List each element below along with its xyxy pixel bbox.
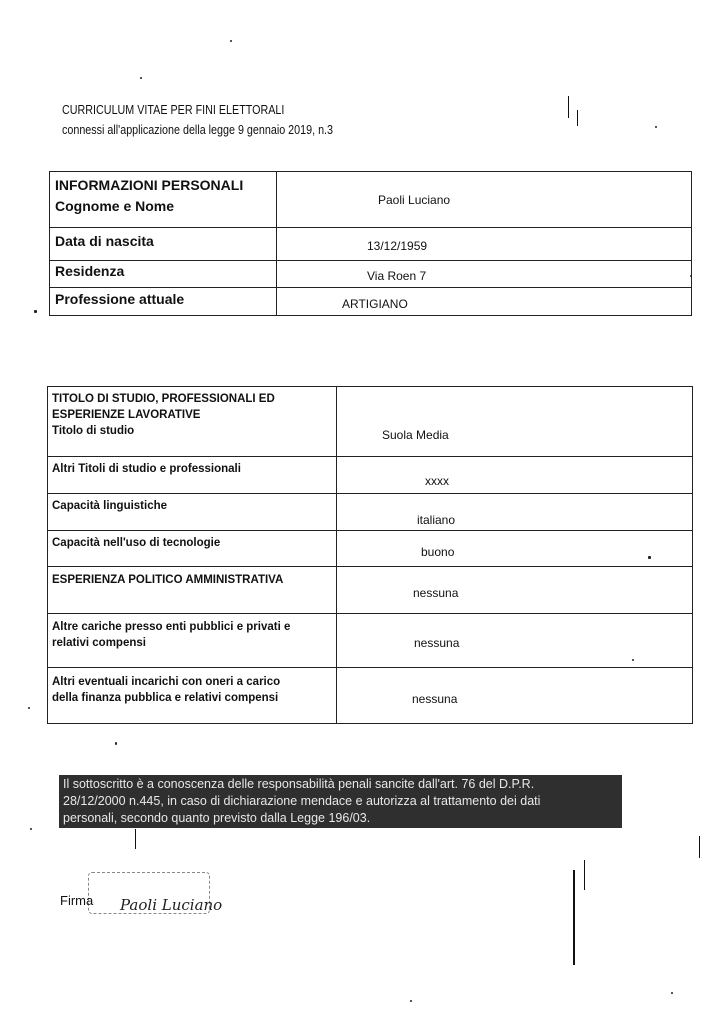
personal-section-title: INFORMAZIONI PERSONALI <box>55 177 244 193</box>
degree-label: Titolo di studio <box>52 425 135 437</box>
scan-speck <box>632 659 634 661</box>
profession-value: ARTIGIANO <box>342 297 408 311</box>
other-tasks-value: nessuna <box>412 692 458 706</box>
other-tasks-label-1: Altri eventuali incarichi con oneri a carico <box>52 676 281 688</box>
header-subtitle: connessi all'applicazione della legge 9 gennaio 2019, n.3 <box>62 123 334 137</box>
header-title: CURRICULUM VITAE PER FINI ELETTORALI <box>62 103 285 117</box>
tech-label: Capacità nell'uso di tecnologie <box>52 537 221 549</box>
other-roles-value: nessuna <box>414 636 460 650</box>
other-titles-value: xxxx <box>425 474 449 488</box>
scan-speck <box>34 310 37 313</box>
scan-speck <box>30 828 32 830</box>
other-roles-label-1: Altre cariche presso enti pubblici e privati e <box>52 621 291 633</box>
scan-line <box>584 860 585 890</box>
languages-label: Capacità linguistiche <box>52 500 168 512</box>
signature-label: Firma <box>60 893 94 908</box>
birth-label: Data di nascita <box>55 233 154 249</box>
profession-label: Professione attuale <box>55 291 185 307</box>
scan-line <box>699 836 700 858</box>
declaration-text <box>59 775 622 828</box>
languages-value: italiano <box>417 513 456 527</box>
scan-line <box>135 829 136 849</box>
scan-speck <box>655 126 657 128</box>
scan-speck <box>140 77 142 79</box>
political-value: nessuna <box>413 586 459 600</box>
scan-speck <box>28 707 30 709</box>
personal-label-cell <box>50 172 277 228</box>
handwritten-signature: Paoli Luciano <box>120 896 223 914</box>
education-title-1: TITOLO DI STUDIO, PROFESSIONALI ED <box>52 393 275 405</box>
name-value: Paoli Luciano <box>378 193 451 207</box>
birth-value: 13/12/1959 <box>367 239 428 253</box>
other-roles-label-2: relativi compensi <box>52 637 146 649</box>
scan-line <box>573 870 575 965</box>
scan-speck <box>115 742 117 745</box>
scan-line <box>577 110 578 126</box>
declaration-line-3: personali, secondo quanto previsto dalla Legge 196/03. <box>63 811 371 825</box>
personal-info-table <box>49 171 692 316</box>
education-table <box>47 386 693 724</box>
other-tasks-label-2: della finanza pubblica e relativi compensi <box>52 692 279 704</box>
residence-value: Via Roen 7 <box>367 269 427 283</box>
scan-speck <box>648 556 651 559</box>
other-titles-label: Altri Titoli di studio e professionali <box>52 463 241 475</box>
scan-line <box>568 96 569 118</box>
declaration-line-1: Il sottoscritto è a conoscenza delle responsabilità penali sancite dall'art. 76 del D.P.R. <box>63 777 535 791</box>
education-title-2: ESPERIENZE LAVORATIVE <box>52 409 201 421</box>
scan-speck <box>230 40 232 42</box>
scan-speck <box>410 1000 412 1002</box>
name-label: Cognome e Nome <box>55 198 175 214</box>
tech-value: buono <box>421 545 455 559</box>
political-label: ESPERIENZA POLITICO AMMINISTRATIVA <box>52 574 284 586</box>
scan-speck <box>690 275 692 277</box>
name-value-cell <box>277 172 692 228</box>
declaration-line-2: 28/12/2000 n.445, in caso di dichiarazione mendace e autorizza al trattamento dei dati <box>63 794 541 808</box>
residence-label: Residenza <box>55 263 125 279</box>
document-header <box>62 100 333 140</box>
scan-speck <box>671 992 673 994</box>
degree-value: Suola Media <box>382 428 449 442</box>
